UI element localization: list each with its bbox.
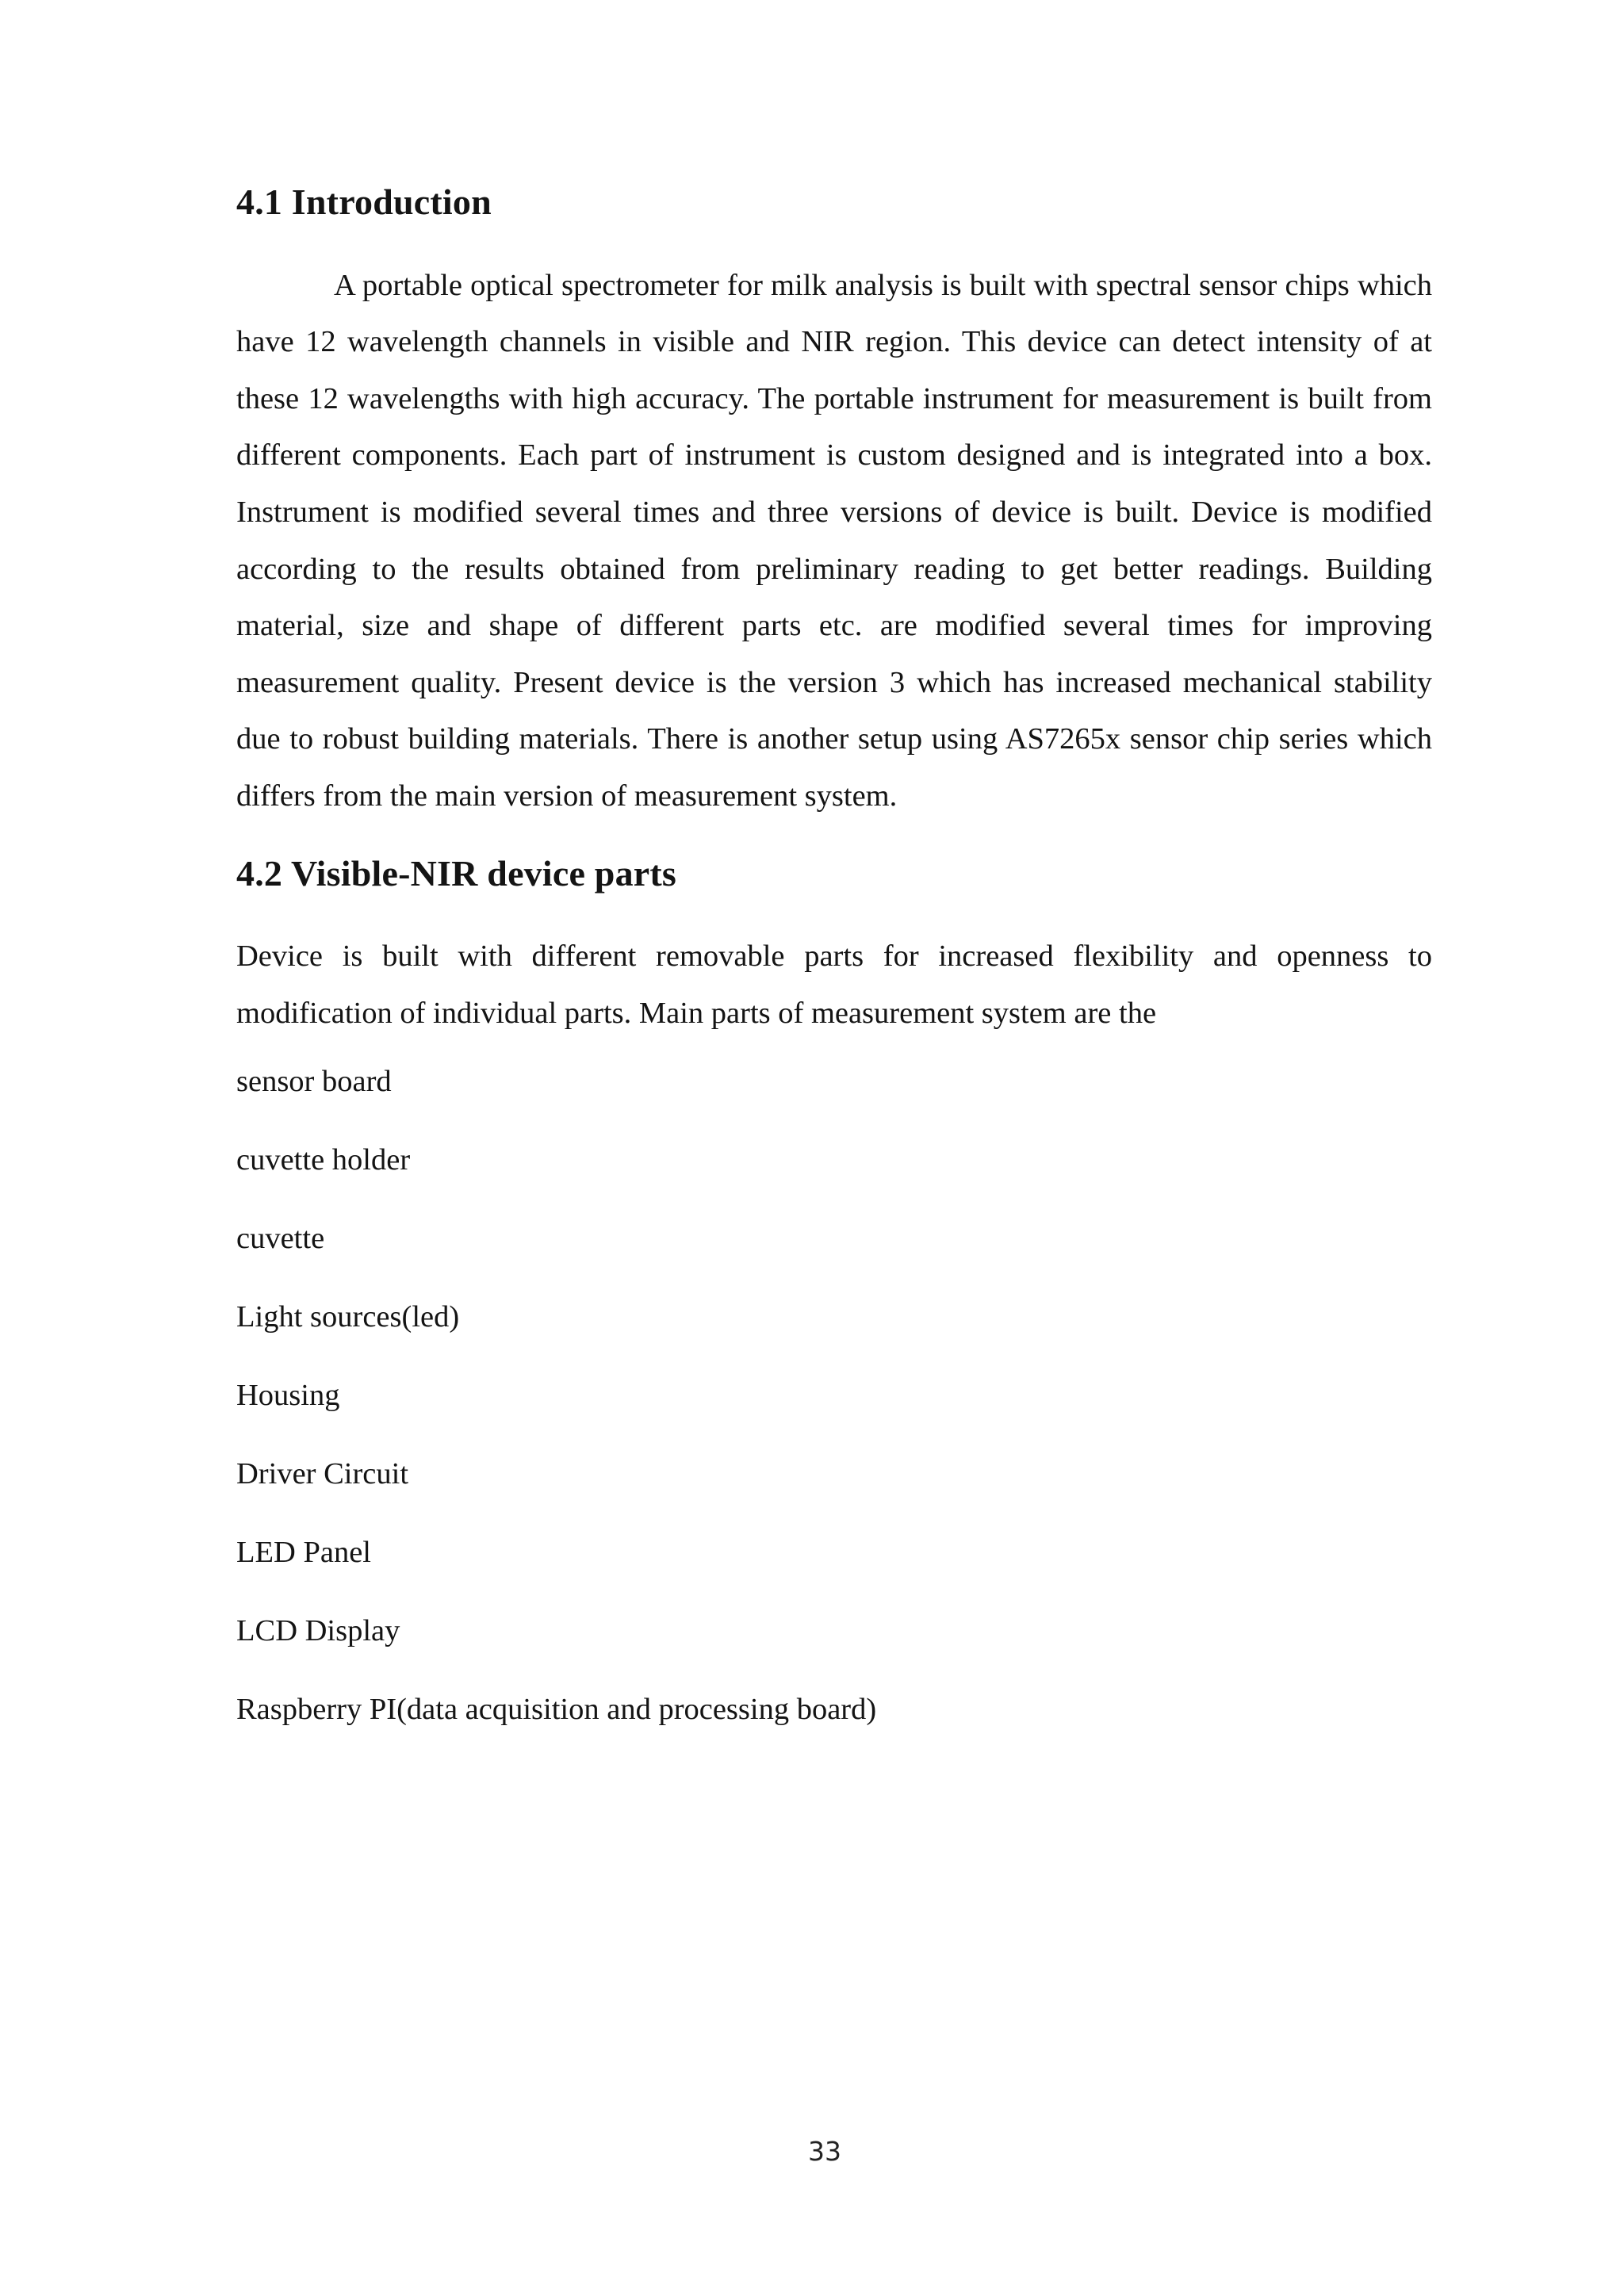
- list-item: LED Panel: [236, 1536, 371, 1570]
- list-item: Raspberry PI(data acquisition and processing board): [236, 1693, 877, 1727]
- section-heading-device-parts: 4.2 Visible-NIR device parts: [236, 852, 677, 894]
- page-content: [236, 182, 1432, 1769]
- page-number: 33: [808, 2136, 841, 2167]
- list-item: LCD Display: [236, 1614, 400, 1648]
- list-item: sensor board: [236, 1065, 392, 1099]
- list-item: cuvette: [236, 1222, 325, 1256]
- section-heading-introduction: 4.1 Introduction: [236, 182, 492, 222]
- introduction-paragraph: A portable optical spectrometer for milk analysis is built with spectral sensor chips which have 12 wavelength channels in visible and NIR region. This device can detect intensity of at these 12 wavelengths with high accuracy. The portable instrument for measurement is built from different components. Each part of instrument is custom designed and is integrated into a box. Instrument is modified several times and three versions of device is built. Device is modified according to the results obtained from preliminary reading to get better readings. Building material, size and shape of different parts etc. are modified several times for improving measurement quality. Present device is the version 3 which has increased mechanical stability due to robust building materials. There is another setup using AS7265x sensor chip series which differs from the main version of measurement system.: [236, 268, 1432, 813]
- list-item: cuvette holder: [236, 1143, 411, 1177]
- list-item: Housing: [236, 1379, 340, 1413]
- list-item: Driver Circuit: [236, 1457, 409, 1491]
- device-parts-paragraph: Device is built with different removable parts for increased flexibility and openness to modification of individual parts. Main parts of measurement system are the: [236, 939, 1432, 1030]
- device-parts-list: [236, 1062, 1432, 1728]
- list-item: Light sources(led): [236, 1300, 460, 1334]
